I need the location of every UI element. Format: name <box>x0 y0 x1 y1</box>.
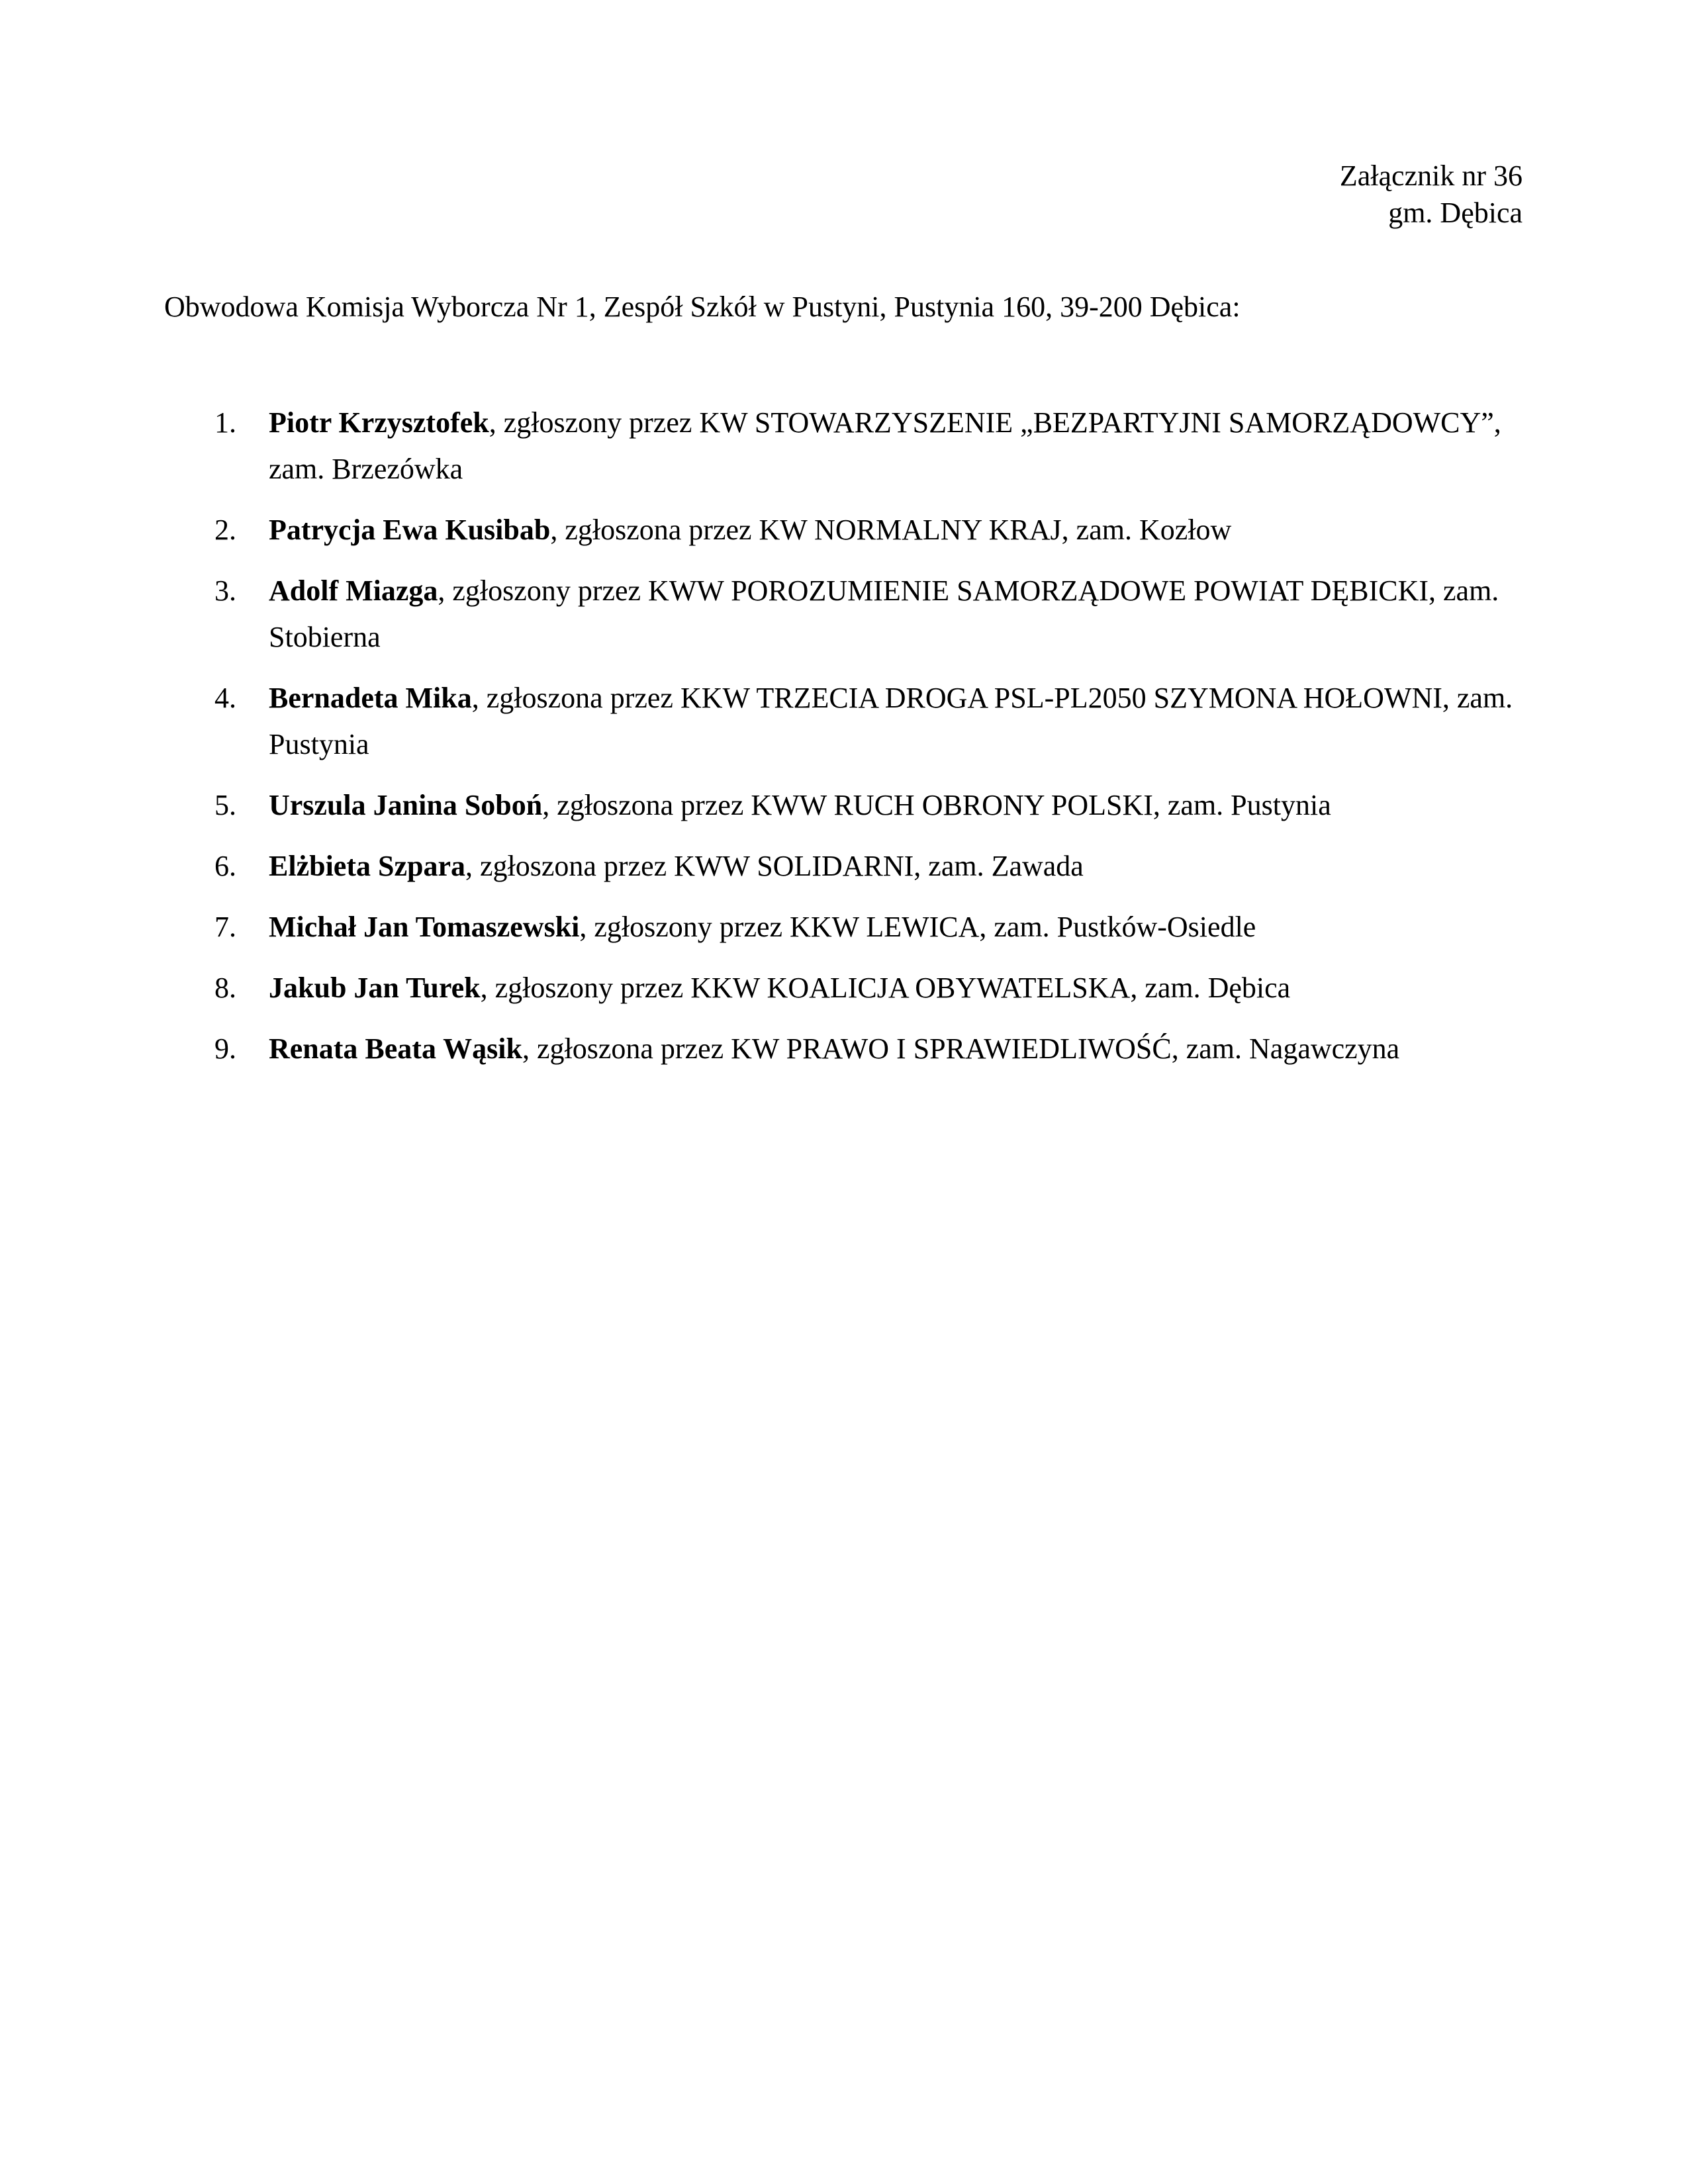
member-name: Patrycja Ewa Kusibab <box>269 514 551 546</box>
list-item-number: 8. <box>214 972 236 1004</box>
member-details: , zgłoszony przez KWW POROZUMIENIE SAMORZĄDOWE POWIAT DĘBICKI, zam. Stobierna <box>269 574 1499 653</box>
attachment-number: Załącznik nr 36 <box>1339 159 1523 192</box>
list-item <box>164 568 1528 660</box>
member-name: Michał Jan Tomaszewski <box>269 911 580 943</box>
member-details: , zgłoszony przez KW STOWARZYSZENIE „BEZPARTYJNI SAMORZĄDOWCY”, zam. Brzezówka <box>269 406 1501 485</box>
list-item-number: 6. <box>214 850 236 882</box>
member-name: Adolf Miazga <box>269 574 438 607</box>
member-details: , zgłoszona przez KW PRAWO I SPRAWIEDLIWOŚĆ, zam. Nagawczyna <box>522 1032 1400 1065</box>
member-name: Renata Beata Wąsik <box>269 1032 522 1065</box>
list-item-number: 1. <box>214 406 236 439</box>
list-item <box>164 782 1528 829</box>
list-item <box>164 507 1528 553</box>
member-name: Urszula Janina Soboń <box>269 789 543 821</box>
member-name: Piotr Krzysztofek <box>269 406 489 439</box>
list-item-number: 2. <box>214 514 236 546</box>
member-details: , zgłoszony przez KKW KOALICJA OBYWATELSKA, zam. Dębica <box>480 972 1291 1004</box>
member-details: , zgłoszona przez KWW RUCH OBRONY POLSKI, zam. Pustynia <box>542 789 1331 821</box>
list-item <box>164 675 1528 768</box>
attachment-header <box>1340 158 1523 232</box>
list-item <box>164 904 1528 950</box>
member-details: , zgłoszona przez KWW SOLIDARNI, zam. Zawada <box>465 850 1084 882</box>
list-item <box>164 400 1528 492</box>
member-details: , zgłoszona przez KKW TRZECIA DROGA PSL-PL2050 SZYMONA HOŁOWNI, zam. Pustynia <box>269 682 1513 760</box>
member-name: Jakub Jan Turek <box>269 972 481 1004</box>
list-item <box>164 1026 1528 1072</box>
member-details: , zgłoszony przez KKW LEWICA, zam. Pustków-Osiedle <box>579 911 1256 943</box>
member-list <box>164 400 1528 1087</box>
member-name: Bernadeta Mika <box>269 682 472 714</box>
list-item-number: 4. <box>214 682 236 714</box>
list-item-number: 7. <box>214 911 236 943</box>
member-name: Elżbieta Szpara <box>269 850 465 882</box>
member-details: , zgłoszona przez KW NORMALNY KRAJ, zam. Kozłow <box>550 514 1232 546</box>
list-item-number: 5. <box>214 789 236 821</box>
commission-heading: Obwodowa Komisja Wyborcza Nr 1, Zespół Szkół w Pustyni, Pustynia 160, 39-200 Dębica: <box>164 291 1241 323</box>
list-item <box>164 843 1528 889</box>
list-item-number: 3. <box>214 574 236 607</box>
list-item <box>164 965 1528 1011</box>
municipality-label: gm. Dębica <box>1388 197 1523 229</box>
list-item-number: 9. <box>214 1032 236 1065</box>
